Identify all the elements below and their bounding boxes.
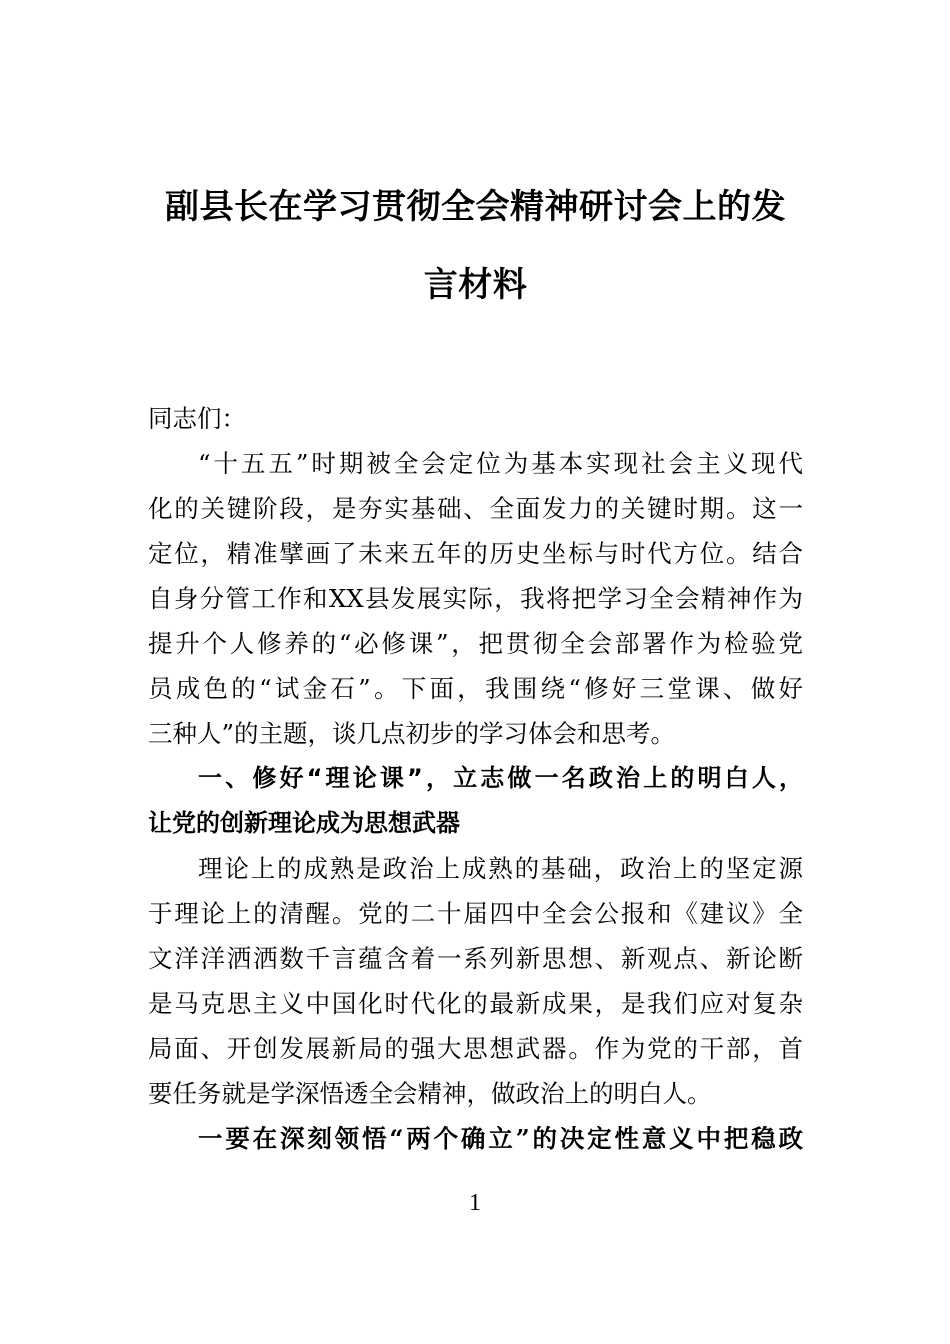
- section-heading-1: 一、修好“理论课”，立志做一名政治上的明白人，: [198, 764, 803, 792]
- title-line-1: 副县长在学习贯彻全会精神研讨会上的发: [165, 187, 786, 227]
- page-number: 1: [469, 1190, 481, 1216]
- paragraph-2-line: 是马克思主义中国化时代化的最新成果，是我们应对复杂: [148, 989, 803, 1018]
- paragraph-1-line: 自身分管工作和XX县发展实际，我将把学习全会精神作为: [148, 584, 803, 613]
- paragraph-1-line: 提升个人修养的“必修课”，把贯彻全会部署作为检验党: [148, 629, 803, 658]
- paragraph-1-line: 化的关键阶段，是夯实基础、全面发力的关键时期。这一: [148, 494, 803, 523]
- subheading-1: 一要在深刻领悟“两个确立”的决定性意义中把稳政: [198, 1124, 803, 1153]
- section-heading-1: 让党的创新理论成为思想武器: [148, 809, 460, 837]
- document-title: [148, 168, 803, 324]
- paragraph-1-line: 定位，精准擘画了未来五年的历史坐标与时代方位。结合: [148, 539, 803, 568]
- paragraph-2-line: 要任务就是学深悟透全会精神，做政治上的明白人。: [148, 1079, 712, 1108]
- paragraph-2-line: 于理论上的清醒。党的二十届四中全会公报和《建议》全: [148, 899, 803, 928]
- paragraph-1-line: 员成色的“试金石”。下面，我围绕“修好三堂课、做好: [148, 674, 803, 703]
- title-line-2: 言材料: [423, 265, 528, 305]
- paragraph-1-line: 三种人”的主题，谈几点初步的学习体会和思考。: [148, 719, 676, 748]
- paragraph-1-line: “十五五”时期被全会定位为基本实现社会主义现代: [198, 449, 803, 478]
- salutation: 同志们：: [148, 404, 246, 433]
- paragraph-2-line: 文洋洋洒洒数千言蕴含着一系列新思想、新观点、新论断: [148, 944, 803, 973]
- document-body: [148, 396, 803, 1161]
- paragraph-2-line: 局面、开创发展新局的强大思想武器。作为党的干部，首: [148, 1034, 803, 1063]
- paragraph-2-line: 理论上的成熟是政治上成熟的基础，政治上的坚定源: [198, 854, 803, 883]
